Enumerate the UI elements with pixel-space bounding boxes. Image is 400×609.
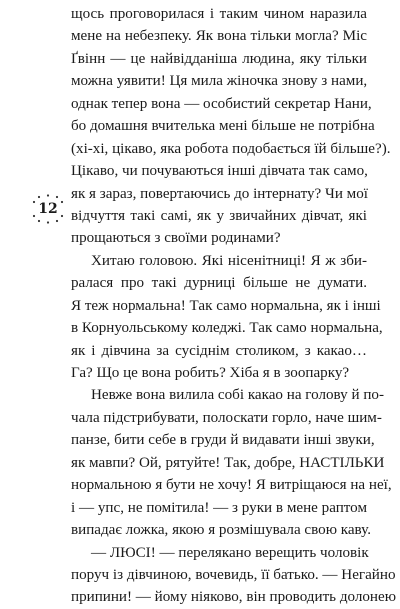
text-line: припини! — йому ніяково, він проводить долонею: [71, 589, 396, 606]
text-line: і — упс, не помітила! — з руки в мене раптом: [71, 499, 367, 516]
text-line: бо домашня вчителька мені більше не потрібна: [71, 118, 375, 135]
text-line: випадає ложка, якою я розмішувала свою каву.: [71, 522, 371, 539]
text-line: однак тепер вона — особистий секретар Нани,: [71, 95, 372, 112]
text-line: — ЛЮСІ! — перелякано верещить чоловік: [91, 544, 369, 561]
text-line: Я теж нормальна! Так само нормальна, як і інші: [71, 297, 381, 314]
text-line: відчуття такі самі, як у звичайних дівчат, які: [71, 207, 367, 224]
page-number: [30, 198, 66, 220]
text-line: як я зараз, повертаючись до інтернату? Чи мої: [71, 185, 368, 202]
text-line: мене на небезпеку. Як вона тільки могла? Міс: [71, 28, 367, 45]
text-line: нормальною я бути не хочу! Я витріщаюся на неї,: [71, 477, 392, 494]
text-line: Цікаво, чи почуваються інші дівчата так само,: [71, 163, 368, 180]
text-line: прощаються з своїми родинами?: [71, 230, 281, 247]
text-line: (хі-хі, цікаво, яка робота подобається їй більше?).: [71, 140, 391, 157]
text-line: як мавпи? Ой, рятуйте! Так, добре, НАСТІЛЬКИ: [71, 454, 385, 471]
text-line: чала підстрибувати, полоскати горло, наче шим-: [71, 409, 382, 426]
text-line: Хитаю головою. Які нісенітниці! Я ж зби-: [91, 252, 367, 269]
text-line: панзе, бити себе в груди й видавати інші звуки,: [71, 432, 375, 449]
text-line: Ґвінн — це найвідданіша людина, яку тільки: [71, 50, 367, 67]
page-number-value: 12: [38, 201, 58, 217]
text-line: ралася про такі дурниці більше не думати.: [71, 275, 367, 292]
text-line: Невже вона вилила собі какао на голову й по-: [91, 387, 384, 404]
text-line: Га? Що це вона робить? Хіба я в зоопарку?: [71, 365, 350, 381]
text-line: поруч із дівчиною, вочевидь, її батько. — Негайно: [71, 566, 396, 583]
text-line: як і дівчина за сусіднім столиком, з какао…: [71, 342, 367, 359]
text-line: можна уявити! Ця мила жіночка знову з нами,: [71, 73, 368, 90]
text-line: щось проговорилася і таким чином наразила: [71, 6, 367, 22]
body-text: [71, 3, 396, 609]
text-line: в Корнуольському коледжі. Так само нормальна,: [71, 320, 383, 337]
